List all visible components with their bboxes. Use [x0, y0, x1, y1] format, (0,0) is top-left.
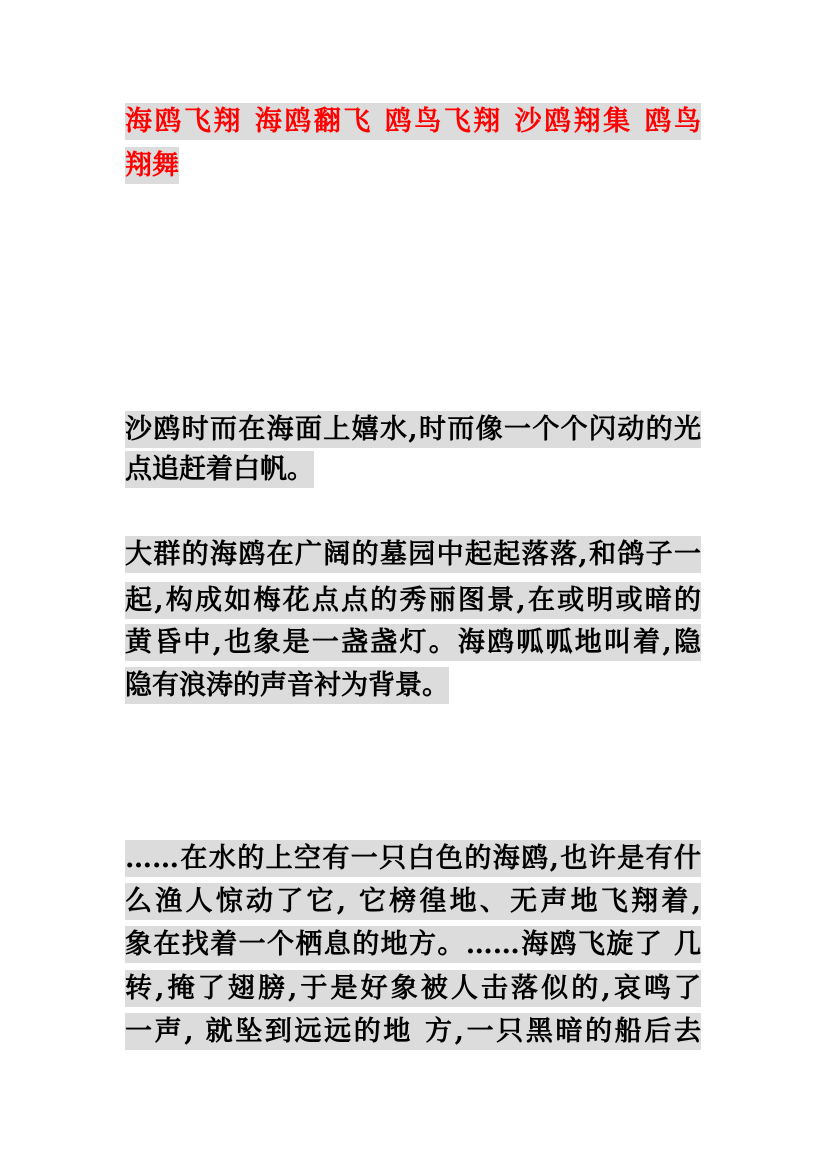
paragraph-3-line-5: 一声, 就坠到远远的地 方,一只黑暗的船后去	[125, 1013, 701, 1050]
paragraph-2-line-2: 起,构成如梅花点点的秀丽图景,在或明或暗的	[125, 582, 701, 619]
paragraph-2-line-1: 大群的海鸥在广阔的墓园中起起落落,和鸽子一	[125, 536, 701, 573]
paragraph-2-line-4: 隐有浪涛的声音衬为背景。	[125, 667, 449, 704]
title-line-2: 翔舞	[125, 147, 179, 184]
paragraph-3-line-4: 转,掩了翅膀,于是好象被人击落似的,哀鸣了	[125, 970, 701, 1007]
title-line-1: 海鸥飞翔 海鸥翻飞 鸥鸟飞翔 沙鸥翔集 鸥鸟	[125, 103, 701, 140]
paragraph-3-line-1: ……在水的上空有一只白色的海鸥,也许是有什	[125, 840, 701, 877]
paragraph-2-line-3: 黄昏中,也象是一盏盏灯。海鸥呱呱地叫着,隐	[125, 624, 701, 661]
paragraph-3-line-2: 么渔人惊动了它, 它榜徨地、无声地飞翔着,	[125, 883, 701, 920]
paragraph-1-line-2: 点追赶着白帆。	[125, 451, 314, 488]
paragraph-3-line-3: 象在找着一个栖息的地方。……海鸥飞旋了 几	[125, 926, 701, 963]
paragraph-1-line-1: 沙鸥时而在海面上嬉水,时而像一个个闪动的光	[125, 411, 701, 448]
